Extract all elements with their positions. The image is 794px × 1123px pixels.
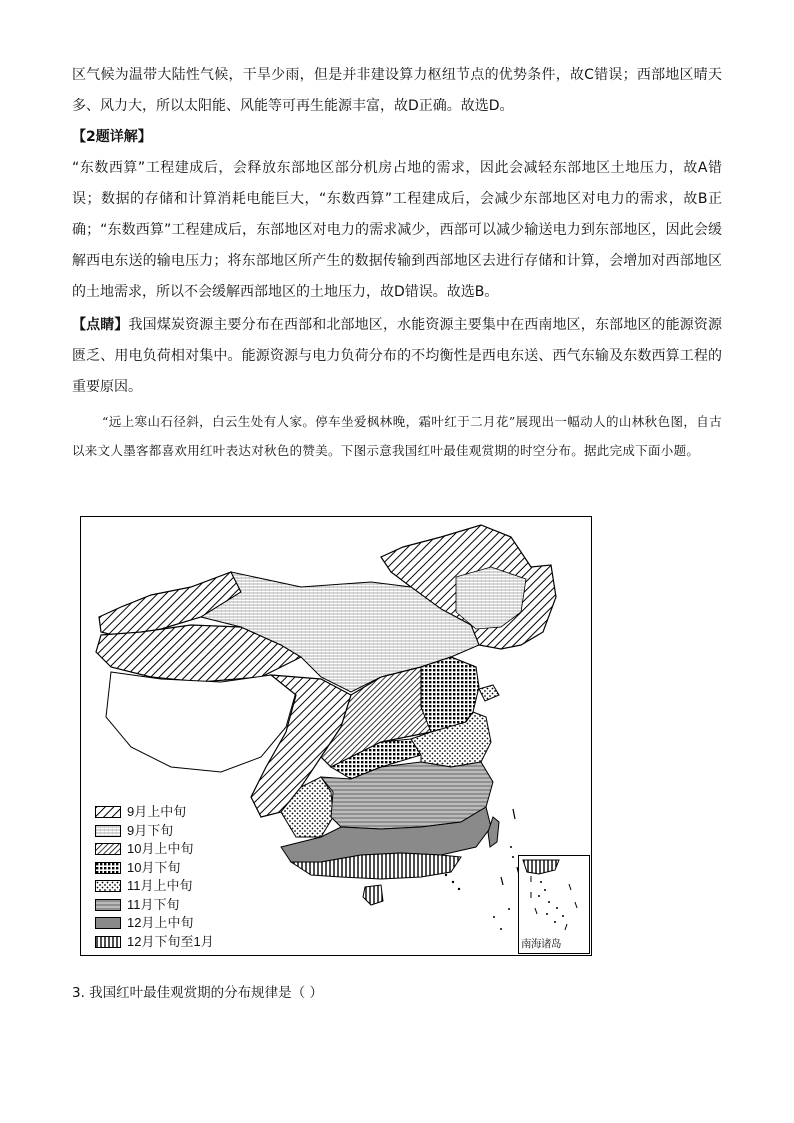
tip-tag: 【点睛】 bbox=[72, 317, 129, 333]
legend-label: 11月下旬 bbox=[127, 896, 180, 912]
legend-item bbox=[95, 896, 214, 915]
legend-item bbox=[95, 877, 214, 896]
legend-swatch bbox=[95, 825, 121, 837]
legend-label: 12月上中旬 bbox=[127, 915, 194, 931]
paragraph-q2-text: “东数西算”工程建成后，会释放东部地区部分机房占地的需求，因此会减轻东部地区土地压力，故A错误；数据的存储和计算消耗电能巨大，“东数西算”工程建成后，会减少东部地区对电力的需求，故B正确；“东数西算”工程建成后，东部地区对电力的需求减少，西部可以减少输送电力到东部地区，因此会缓解西电东送的输电压力；将东部地区所产生的数据传输到西部地区去进行存储和计算，会增加对西部地区的土地需求，所以不会缓解西部地区的土地压力，故D错误。故选B。 bbox=[72, 160, 722, 300]
south-china-sea-inset bbox=[518, 855, 590, 954]
legend-label: 10月下旬 bbox=[127, 859, 181, 875]
paragraph-q1-detail bbox=[72, 60, 722, 122]
legend-item bbox=[95, 803, 214, 822]
section-heading-q2 bbox=[72, 122, 722, 153]
question-3-text: 3. 我国红叶最佳观赏期的分布规律是（ ） bbox=[72, 985, 323, 1001]
zone-west-blank bbox=[106, 672, 296, 772]
intro-paragraph bbox=[72, 407, 722, 465]
tip-text: 我国煤炭资源主要分布在西部和北部地区，水能资源主要集中在西南地区，东部地区的能源资源匮乏、用电负荷相对集中。能源资源与电力负荷分布的不均衡性是西电东送、西气东输及东数西算工程的重要原因。 bbox=[72, 317, 723, 395]
legend-item bbox=[95, 933, 214, 952]
legend-label: 10月上中旬 bbox=[127, 841, 194, 857]
zone-shandong bbox=[479, 685, 499, 701]
legend-swatch bbox=[95, 862, 121, 874]
legend-item bbox=[95, 822, 214, 841]
inset-svg bbox=[519, 856, 588, 936]
question-3 bbox=[72, 983, 323, 1003]
inset-label: 南海诸岛 bbox=[521, 938, 561, 950]
section-heading-q2-text: 【2题详解】 bbox=[72, 129, 152, 145]
legend-label: 12月下旬至1月 bbox=[127, 933, 214, 949]
legend-swatch bbox=[95, 806, 121, 818]
legend-swatch bbox=[95, 880, 121, 892]
map-legend bbox=[95, 803, 214, 951]
legend-label: 9月下旬 bbox=[127, 822, 174, 838]
paragraph-q1-text: 区气候为温带大陆性气候，干旱少雨，但是并非建设算力枢纽节点的优势条件，故C错误；西部地区晴天多、风力大，所以太阳能、风能等可再生能源丰富，故D正确。故选D。 bbox=[72, 67, 722, 114]
legend-item bbox=[95, 859, 214, 878]
legend-label: 9月上中旬 bbox=[127, 804, 187, 820]
legend-swatch bbox=[95, 899, 121, 911]
legend-swatch bbox=[95, 843, 121, 855]
legend-item bbox=[95, 914, 214, 933]
zone-hainan bbox=[363, 885, 383, 905]
paragraph-q2-detail bbox=[72, 153, 722, 308]
paragraph-tip bbox=[72, 310, 722, 403]
legend-swatch bbox=[95, 936, 121, 948]
legend-label: 11月上中旬 bbox=[127, 878, 193, 894]
red-leaf-map-figure bbox=[80, 516, 592, 956]
legend-item bbox=[95, 840, 214, 859]
intro-text: “远上寒山石径斜，白云生处有人家。停车坐爱枫林晚，霜叶红于二月花”展现出一幅动人的山林秋色图，自古以来文人墨客都喜欢用红叶表达对秋色的赞美。下图示意我国红叶最佳观赏期的时空分布。据此完成下面小题。 bbox=[72, 414, 722, 458]
legend-swatch bbox=[95, 917, 121, 929]
